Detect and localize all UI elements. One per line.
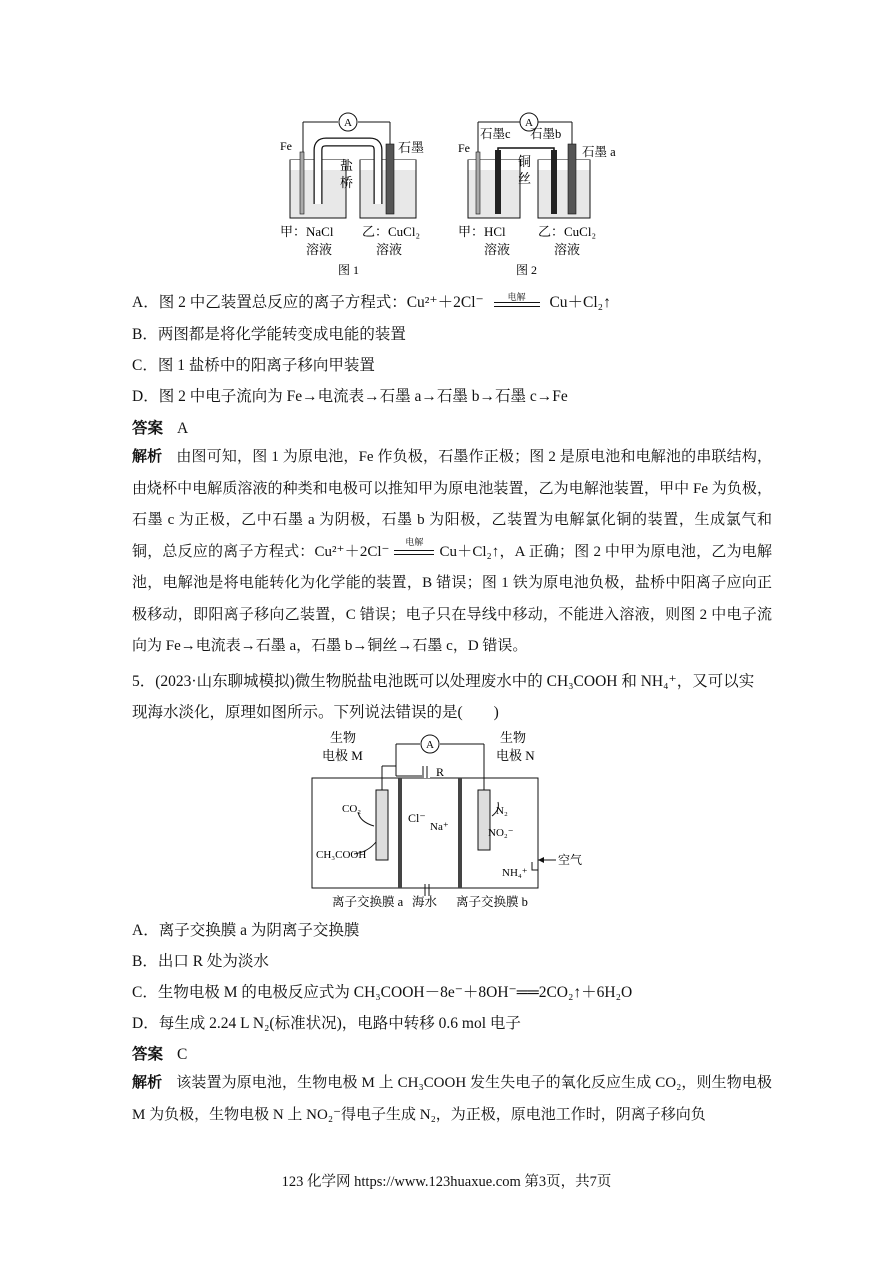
svg-text:乙：CuCl₂: 乙：CuCl₂ [538, 224, 596, 239]
svg-text:丝: 丝 [518, 171, 532, 186]
svg-text:溶液: 溶液 [306, 242, 333, 257]
q5-analysis: 解析 该装置为原电池，生物电极 M 上 CH₃COOH 发生失电子的氧化反应生成 CO₂，则生物电极 M 为负极，生物电极 N 上 NO₂⁻得电子生成 N₂，为正极，原电池工作时，阴离子移向负 [132, 1075, 772, 1123]
q4-answer: 答案 A [132, 420, 189, 437]
figure-2-diagram [458, 104, 628, 280]
svg-text:离子交换膜 b: 离子交换膜 b [456, 895, 528, 909]
svg-text:CO₂: CO₂ [342, 803, 362, 815]
svg-text:NH₄⁺: NH₄⁺ [502, 867, 528, 879]
svg-text:Fe: Fe [458, 141, 470, 155]
q4-option-a: A．图 2 中乙装置总反应的离子方程式：Cu²⁺＋2Cl⁻ 电解 Cu＋Cl₂↑ [132, 291, 611, 311]
q5-option-a: A．离子交换膜 a 为阴离子交换膜 [132, 922, 360, 939]
svg-text:N₂: N₂ [496, 805, 508, 817]
q4-analysis: 解析 由图可知，图 1 为原电池，Fe 作负极，石墨作正极；图 2 是原电池和电解池的串联结构，由烧杯中电解质溶液的种类和电极可以推知甲为原电池装置，乙为电解池装置，甲中 Fe 为负极，石墨 c 为正极，乙中石墨 a 为阴极，石墨 b 为阳极，乙装置为电解氯化铜的装置，生成氯气和铜，总反应的离子方程式：Cu²⁺＋2Cl⁻ 电解 Cu＋Cl₂↑，A 正确；图 2 中甲为原电池，乙为电解池，电解池是将电能转化为化学能的装置，B 错误；图 1 铁为原电池负极，盐桥中阳离子应向正极移动，即阳离子移向乙装置，C 错误；电子只在导线中移动，不能进入溶液，则图 2 中电子流向为 Fe→电流表→石墨 a，石墨 b→铜丝→石墨 c，D 错误。 [132, 449, 772, 654]
svg-text:溶液: 溶液 [554, 242, 581, 257]
svg-text:A: A [426, 739, 434, 751]
q5-answer: 答案 C [132, 1046, 188, 1063]
q5-option-d: D．每生成 2.24 L N₂(标准状况)，电路中转移 0.6 mol 电子 [132, 1015, 521, 1032]
svg-text:图 1: 图 1 [338, 263, 360, 277]
svg-text:R: R [436, 765, 445, 779]
svg-text:NO₂⁻: NO₂⁻ [488, 827, 514, 839]
svg-text:图 2: 图 2 [516, 263, 538, 277]
q5-stem-1: 5．(2023·山东聊城模拟)微生物脱盐电池既可以处理废水中的 CH₃COOH 和 NH₄⁺，又可以实 [132, 673, 755, 690]
svg-text:溶液: 溶液 [484, 242, 511, 257]
svg-text:桥: 桥 [340, 175, 354, 190]
svg-text:溶液: 溶液 [376, 242, 403, 257]
svg-text:电极 N: 电极 N [496, 748, 535, 763]
svg-text:乙：CuCl₂: 乙：CuCl₂ [362, 224, 420, 239]
svg-text:A: A [525, 117, 533, 129]
svg-text:石墨 a: 石墨 a [582, 145, 616, 159]
svg-text:甲：HCl: 甲：HCl [458, 224, 506, 239]
svg-text:Cl⁻: Cl⁻ [408, 811, 426, 825]
svg-text:甲：NaCl: 甲：NaCl [280, 224, 334, 239]
figure-1-diagram [278, 104, 458, 280]
q5-stem-2: 现海水淡化，原理如图所示。下列说法错误的是( ) [132, 704, 499, 721]
svg-text:电极 M: 电极 M [322, 748, 363, 763]
q5-option-b: B．出口 R 处为淡水 [132, 953, 269, 970]
svg-text:生物: 生物 [500, 730, 527, 745]
page-footer: 123 化学网 https://www.123huaxue.com 第3页，共7页 [281, 1174, 612, 1190]
svg-text:铜: 铜 [518, 154, 532, 169]
q4-option-b: B．两图都是将化学能转变成电能的装置 [132, 326, 406, 343]
svg-text:空气: 空气 [558, 853, 583, 867]
svg-text:Na⁺: Na⁺ [430, 821, 449, 833]
svg-text:盐: 盐 [340, 158, 354, 173]
svg-text:A: A [344, 117, 352, 129]
q4-option-c: C．图 1 盐桥中的阳离子移向甲装置 [132, 357, 375, 374]
fe-label: Fe [280, 139, 292, 153]
q5-option-c: C．生物电极 M 的电极反应式为 CH₃COOH－8e⁻＋8OH⁻══2CO₂↑＋6H₂O [132, 984, 633, 1001]
svg-text:石墨c: 石墨c [480, 127, 511, 141]
svg-text:海水: 海水 [412, 895, 438, 909]
svg-text:CH₃COOH: CH₃COOH [316, 849, 367, 861]
svg-text:生物: 生物 [330, 730, 357, 745]
figure-3-diagram [300, 730, 600, 912]
q4-option-d: D．图 2 中电子流向为 Fe→电流表→石墨 a→石墨 b→石墨 c→Fe [132, 388, 568, 405]
graphite-label: 石墨 [398, 140, 425, 155]
svg-text:离子交换膜 a: 离子交换膜 a [332, 895, 404, 909]
svg-text:石墨b: 石墨b [530, 127, 562, 141]
